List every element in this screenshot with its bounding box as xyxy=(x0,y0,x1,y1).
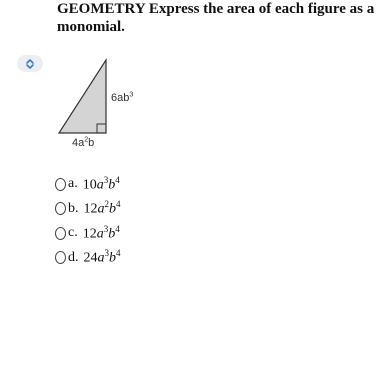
answer-options xyxy=(55,172,121,270)
question-prefix: GEOMETRY xyxy=(57,1,146,17)
right-triangle-figure xyxy=(55,58,145,153)
radio-button-d[interactable] xyxy=(55,251,66,264)
radio-button-c[interactable] xyxy=(55,227,66,240)
radio-button-b[interactable] xyxy=(55,202,66,215)
option-letter: c. xyxy=(68,225,78,241)
base-length-label: $4a^2b$ xyxy=(72,136,95,149)
option-expression: $10a^3b^4$ xyxy=(82,174,120,193)
option-expression: $12a^2b^4$ xyxy=(83,199,121,218)
option-c[interactable] xyxy=(55,221,121,246)
radio-button-a[interactable] xyxy=(55,178,66,191)
option-a[interactable] xyxy=(55,172,121,197)
option-letter: b. xyxy=(68,200,79,216)
triangle-shape xyxy=(59,60,106,133)
question-body: Express the area of each figure as a monomial. xyxy=(57,1,375,35)
side-length-label: $6ab^3$ xyxy=(111,91,134,104)
expand-toggle-button[interactable] xyxy=(17,55,43,72)
question-text xyxy=(57,0,377,36)
option-expression: $12a^3b^4$ xyxy=(82,223,120,242)
option-expression: $24a^3b^4$ xyxy=(83,248,121,267)
up-down-chevron-icon xyxy=(25,58,35,70)
option-b[interactable] xyxy=(55,197,121,222)
option-letter: a. xyxy=(68,176,78,192)
option-letter: d. xyxy=(68,249,79,265)
option-d[interactable] xyxy=(55,246,121,271)
